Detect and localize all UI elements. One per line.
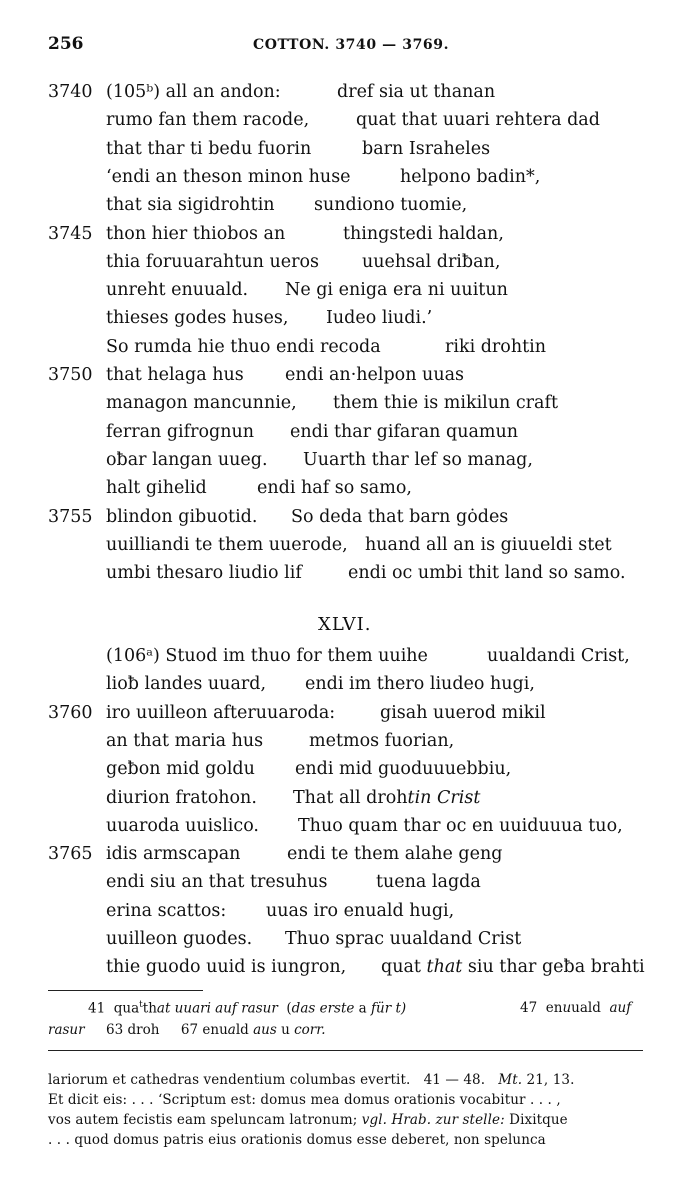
verse-text: siu thar geƀa brahti — [467, 957, 645, 978]
line-number: 3740 — [48, 82, 93, 102]
verse-second-half — [293, 788, 480, 808]
verse-line — [0, 308, 687, 334]
verse-first-half: blindon gibuotid. — [106, 506, 258, 527]
verse-line — [0, 365, 687, 391]
verse-second-half — [266, 901, 454, 921]
section-heading: XLVI. — [318, 614, 372, 635]
verse-line — [0, 82, 687, 108]
verse-second-half — [298, 816, 623, 836]
verse-text: metmos fuorian, — [309, 730, 455, 751]
verse-second-half — [337, 82, 495, 102]
verse-first-half: unreht enuuald. — [106, 280, 249, 301]
verse-text: endi haf so samo, — [257, 478, 412, 499]
verse-line — [0, 393, 687, 419]
verse-text: uualdandi Crist, — [487, 646, 630, 666]
verse-first-half: uuilliandi te them uuerode, — [106, 534, 348, 555]
verse-second-half — [326, 308, 432, 328]
verse-first-half: ferran gifrognun — [106, 421, 255, 442]
verse-first-half: erina scattos: — [106, 900, 227, 921]
footnote-divider — [48, 990, 203, 991]
line-number: 3750 — [48, 365, 93, 385]
verse-line — [0, 901, 687, 927]
verse-text: barn Israheles — [362, 138, 491, 159]
verse-text: Thuo sprac uualdand Crist — [285, 929, 522, 949]
verse-second-half — [285, 365, 464, 385]
verse-text: Iudeo liudi.’ — [326, 308, 433, 329]
verse-line — [0, 957, 687, 983]
verse-line — [0, 759, 687, 785]
verse-second-half — [487, 646, 630, 666]
line-number: 3755 — [48, 506, 93, 527]
verse-first-half: geƀon mid goldu — [106, 759, 255, 780]
verse-text: helpono badin*, — [400, 166, 541, 187]
verse-text: tuena lagda — [376, 872, 481, 893]
verse-first-half: thieses godes huses, — [106, 308, 289, 329]
verse-line — [0, 167, 687, 193]
verse-second-half — [376, 872, 481, 892]
verse-second-half — [309, 731, 454, 751]
verse-line — [0, 507, 687, 533]
verse-second-half — [285, 929, 521, 949]
verse-line — [0, 139, 687, 165]
verse-text: thingstedi haldan, — [343, 223, 504, 244]
verse-second-half — [381, 957, 645, 977]
verse-text: endi te them alahe geng — [287, 844, 503, 865]
verse-line — [0, 816, 687, 842]
running-head: COTTON. 3740 — 3769. — [253, 37, 450, 53]
verse-first-half: iro uuilleon afteruuaroda: — [106, 702, 336, 723]
source-note-line: lariorum et cathedras vendentium columbas evertit. 41 — 48. Mt. 21, 13. — [48, 1072, 575, 1088]
verse-line — [0, 731, 687, 757]
verse-second-half — [287, 844, 502, 864]
verse-second-half — [257, 478, 412, 498]
verse-second-half — [356, 110, 600, 130]
verse-text: gisah uuerod mikil — [380, 702, 546, 723]
verse-second-half — [362, 252, 500, 272]
verse-italic: that — [426, 957, 463, 978]
verse-first-half: oƀar langan uueg. — [106, 449, 268, 470]
verse-first-half: endi siu an that tresuhus — [106, 872, 328, 893]
footnote-line: 41 qua$^t$that uuari auf rasur (das erste a für t) — [88, 1000, 407, 1017]
verse-second-half — [343, 224, 504, 244]
verse-text: dref sia ut thanan — [337, 82, 496, 102]
verse-line — [0, 929, 687, 955]
line-number: 3765 — [48, 844, 93, 865]
verse-text: riki drohtin — [445, 336, 547, 357]
page-number: 256 — [48, 34, 84, 54]
verse-text: That all droh — [293, 787, 408, 808]
verse-text: endi oc umbi thit land so samo. — [348, 563, 626, 584]
verse-first-half: an that maria hus — [106, 730, 264, 751]
verse-line — [0, 872, 687, 898]
verse-second-half — [303, 450, 533, 470]
verse-first-half: that sia sigidrohtin — [106, 195, 275, 216]
verse-second-half — [291, 507, 508, 527]
verse-second-half — [290, 422, 518, 442]
verse-line — [0, 337, 687, 363]
verse-first-half: lioƀ landes uuard, — [106, 674, 267, 695]
verse-second-half — [295, 759, 511, 779]
verse-first-half: (106ᵃ) Stuod im thuo for them uuihe — [106, 646, 428, 666]
verse-first-half: that helaga hus — [106, 365, 244, 385]
verse-first-half: So rumda hie thuo endi recoda — [106, 336, 381, 357]
verse-text: quat that uuari rehtera dad — [356, 110, 600, 131]
verse-second-half — [380, 703, 546, 723]
verse-text: endi thar gifaran quamun — [290, 421, 519, 442]
verse-line — [0, 646, 687, 672]
verse-second-half — [400, 167, 540, 187]
verse-first-half: idis armscapan — [106, 844, 241, 865]
verse-line — [0, 450, 687, 476]
verse-second-half — [348, 563, 626, 583]
footnote-line: rasur 63 droh 67 enuald aus u corr. — [48, 1022, 326, 1038]
source-note-line: vos autem fecistis eam speluncam latronum; vgl. Hrab. zur stelle: Dixitque — [48, 1112, 568, 1128]
verse-second-half — [362, 139, 490, 159]
verse-text: Ne gi eniga era ni uuitun — [285, 280, 508, 301]
verse-italic: tin Crist — [407, 787, 481, 808]
verse-second-half — [445, 337, 546, 357]
verse-line — [0, 535, 687, 561]
verse-line — [0, 703, 687, 729]
verse-first-half: uuaroda uuislico. — [106, 815, 259, 836]
verse-second-half — [305, 674, 535, 694]
verse-line — [0, 844, 687, 870]
verse-text: So deda that barn gȯdes — [291, 506, 509, 527]
verse-line — [0, 422, 687, 448]
verse-line — [0, 195, 687, 221]
verse-first-half: halt gihelid — [106, 478, 207, 499]
verse-second-half — [365, 535, 612, 555]
verse-first-half: ‘endi an theson minon huse — [106, 166, 351, 187]
verse-text: Thuo quam thar oc en uuiduuua tuo, — [298, 815, 623, 836]
line-number: 3760 — [48, 702, 93, 723]
verse-second-half — [333, 393, 558, 413]
verse-text: endi im thero liudeo hugi, — [305, 674, 535, 695]
verse-line — [0, 478, 687, 504]
verse-first-half: (105ᵇ) all an andon: — [106, 82, 281, 102]
verse-text: endi an·helpon uuas — [285, 365, 465, 385]
verse-text: huand all an is giuueldi stet — [365, 534, 612, 555]
verse-line — [0, 280, 687, 306]
source-note-line: Et dicit eis: . . . ‘Scriptum est: domus mea domus orationis vocabitur . . . , — [48, 1092, 561, 1108]
verse-text: endi mid guoduuuebbiu, — [295, 759, 512, 780]
verse-second-half — [314, 195, 467, 215]
verse-text: Uuarth thar lef so manag, — [303, 449, 533, 470]
verse-first-half: thon hier thiobos an — [106, 223, 286, 244]
verse-text: uuas iro enuald hugi, — [266, 900, 455, 921]
verse-second-half — [285, 280, 508, 300]
page-header — [48, 34, 648, 58]
verse-text: them thie is mikilun craft — [333, 393, 558, 414]
verse-first-half: diurion fratohon. — [106, 787, 257, 808]
verse-line — [0, 110, 687, 136]
footnote-line: 47 enuuald auf — [520, 1000, 632, 1016]
verse-text: sundiono tuomie, — [314, 195, 468, 216]
verse-first-half: that thar ti bedu fuorin — [106, 138, 312, 159]
verse-text: quat — [381, 957, 421, 978]
verse-first-half: umbi thesaro liudio lif — [106, 563, 302, 584]
verse-text: uuehsal driƀan, — [362, 251, 501, 272]
verse-first-half: rumo fan them racode, — [106, 110, 310, 131]
verse-line — [0, 224, 687, 250]
verse-line — [0, 563, 687, 589]
verse-first-half: thia foruuarahtun ueros — [106, 251, 319, 272]
source-divider — [48, 1050, 643, 1051]
verse-line — [0, 252, 687, 278]
verse-first-half: uuilleon guodes. — [106, 929, 253, 949]
verse-first-half: managon mancunnie, — [106, 393, 297, 414]
source-note-line: . . . quod domus patris eius orationis domus esse deberet, non spelunca — [48, 1132, 546, 1148]
line-number: 3745 — [48, 223, 93, 244]
verse-first-half: thie guodo uuid is iungron, — [106, 957, 347, 978]
verse-line — [0, 788, 687, 814]
verse-line — [0, 674, 687, 700]
